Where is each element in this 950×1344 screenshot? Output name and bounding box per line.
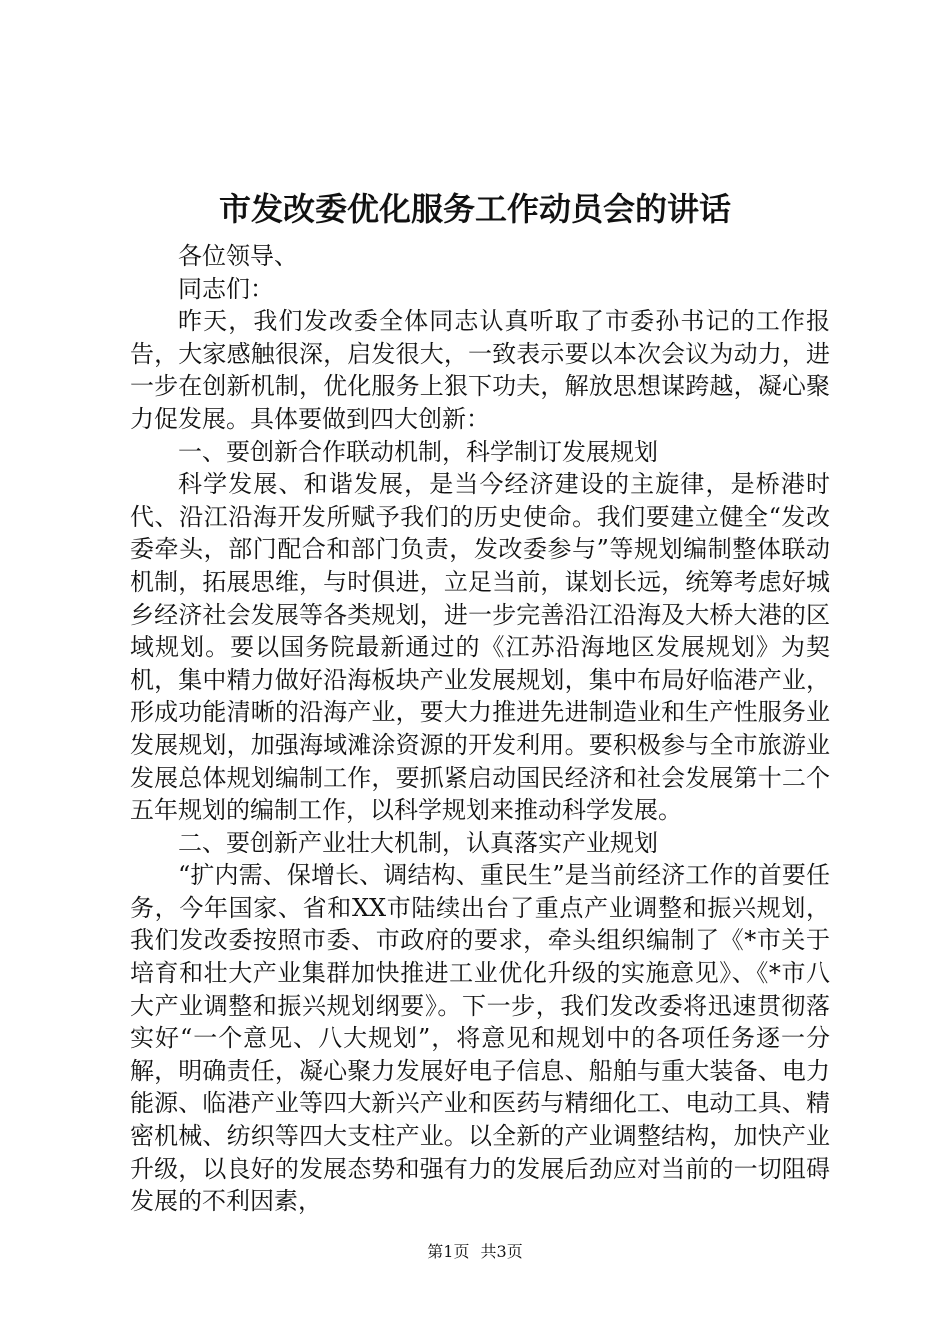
page-total: 共3页 xyxy=(480,1242,523,1261)
section-2-paragraph: “扩内需、保增长、调结构、重民生”是当前经济工作的首要任务，今年国家、省和XX市陆续出台了重点产业调整和振兴规划，我们发改委按照市委、市政府的要求，牵头组织编制了《*市关于培育和壮大产业集群加快推进工业优化升级的实施意见》、《*市八大产业调整和振兴规划纲要》。下一步，我们发改委将迅速贯彻落实好“一个意见、八大规划”，将意见和规划中的各项任务逐一分解，明确责任，凝心聚力发展好电子信息、船舶与重大装备、电力能源、临港产业等四大新兴产业和医药与精细化工、电动工具、精密机械、纺织等四大支柱产业。以全新的产业调整结构，加快产业升级，以良好的发展态势和强有力的发展后劲应对当前的一切阻碍发展的不利因素， xyxy=(130,861,830,1216)
document-body xyxy=(130,240,830,1218)
salutation-line-2: 同志们： xyxy=(178,274,274,303)
salutation-line-1: 各位领导、 xyxy=(178,242,298,270)
intro-paragraph: 昨天，我们发改委全体同志认真听取了市委孙书记的工作报告，大家感触很深，启发很大，一致表示要以本次会议为动力，进一步在创新机制，优化服务上狠下功夫，解放思想谋跨越，凝心聚力促发展。具体要做到四大创新： xyxy=(130,307,830,433)
page-footer xyxy=(0,1240,950,1264)
page-number: 第1页 xyxy=(427,1242,470,1261)
document-title: 市发改委优化服务工作动员会的讲话 xyxy=(218,190,731,228)
section-2-heading: 二、要创新产业壮大机制，认真落实产业规划 xyxy=(178,828,658,857)
section-1-paragraph: 科学发展、和谐发展，是当今经济建设的主旋律，是桥港时代、沿江沿海开发所赋予我们的历史使命。我们要建立健全“发改委牵头，部门配合和部门负责，发改委参与”等规划编制整体联动机制，拓展思维，与时俱进，立足当前，谋划长远，统筹考虑好城乡经济社会发展等各类规划，进一步完善沿江沿海及大桥大港的区域规划。要以国务院最新通过的《江苏沿海地区发展规划》为契机，集中精力做好沿海板块产业发展规划，集中布局好临港产业，形成功能清晰的沿海产业，要大力推进先进制造业和生产性服务业发展规划，加强海域滩涂资源的开发利用。要积极参与全市旅游业发展总体规划编制工作，要抓紧启动国民经济和社会发展第十二个五年规划的编制工作，以科学规划来推动科学发展。 xyxy=(130,470,830,825)
section-1-heading: 一、要创新合作联动机制，科学制订发展规划 xyxy=(178,437,658,466)
